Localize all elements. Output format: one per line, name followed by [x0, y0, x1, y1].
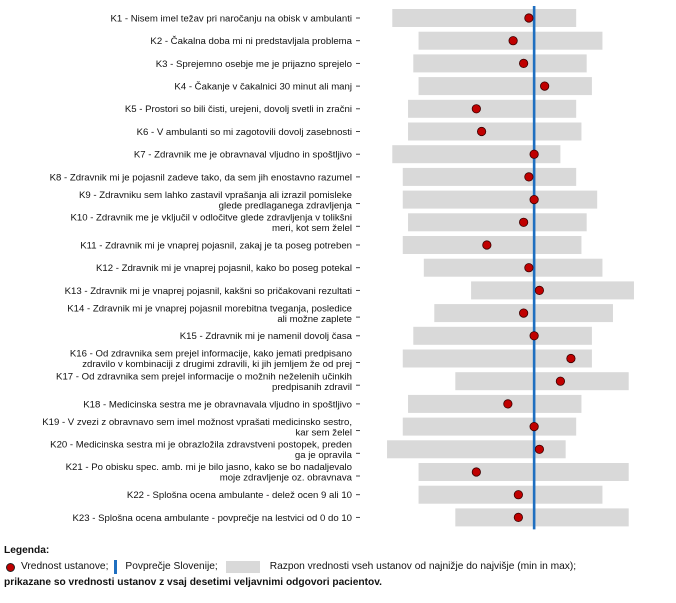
- range-bar: [408, 213, 587, 231]
- institution-value-dot: [540, 82, 548, 90]
- range-bar: [471, 281, 634, 299]
- institution-value-dot: [519, 309, 527, 317]
- legend-note: prikazane so vrednosti ustanov z vsaj desetimi veljavnimi odgovori pacientov.: [4, 577, 382, 588]
- range-bar: [403, 418, 576, 436]
- institution-value-dot: [519, 218, 527, 226]
- institution-value-dot: [472, 468, 480, 476]
- y-tick-label: K16 - Od zdravnika sem prejel informacije, kako jemati predpisano: [69, 348, 352, 360]
- range-bar: [392, 9, 576, 27]
- y-tick-label: K8 - Zdravnik mi je pojasnil zadeve tako, da sem jih enostavno razumel: [49, 172, 352, 184]
- y-tick-label: K6 - V ambulanti so mi zagotovili dovolj zasebnosti: [136, 126, 352, 138]
- y-tick-label: K3 - Sprejemno osebje me je prijazno sprejelo: [155, 58, 352, 70]
- y-tick-label: moje zdravljenje oz. obravnava: [219, 472, 352, 484]
- y-tick-label: predpisanih zdravil: [272, 381, 352, 393]
- y-tick-label: K17 - Od zdravnika sem prejel informacije o možnih neželenih učinkih: [56, 371, 352, 383]
- range-bar: [403, 350, 592, 368]
- institution-value-dot: [514, 513, 522, 521]
- institution-value-dot: [509, 37, 517, 45]
- y-tick-label: K9 - Zdravniku sem lahko zastavil vprašanja ali izrazil pomisleke: [79, 189, 352, 201]
- institution-value-dot: [514, 491, 522, 499]
- y-tick-label: ga je opravila: [294, 449, 352, 461]
- institution-value-dot: [525, 14, 533, 22]
- range-bar: [403, 191, 597, 209]
- y-tick-label: K15 - Zdravnik mi je namenil dovolj časa: [179, 331, 352, 343]
- institution-value-dot: [535, 286, 543, 294]
- y-tick-label: K23 - Splošna ocena ambulante - povprečje na lestvici od 0 do 10: [72, 512, 352, 524]
- y-tick-label: ali možne zaplete: [277, 313, 352, 325]
- y-tick-label: K12 - Zdravnik mi je vnaprej pojasnil, kako bo poseg potekal: [96, 263, 352, 275]
- institution-value-dot: [530, 195, 538, 203]
- range-bar: [403, 236, 582, 254]
- range-bar: [403, 168, 576, 186]
- y-tick-label: K4 - Čakanje v čakalnici 30 minut ali manj: [174, 81, 352, 93]
- institution-value-dot: [530, 332, 538, 340]
- institution-value-dot: [556, 377, 564, 385]
- legend-dot-swatch: [6, 563, 15, 572]
- y-tick-label: kar sem želel: [295, 427, 352, 439]
- range-bar: [413, 54, 586, 72]
- y-tick-label: K11 - Zdravnik mi je vnaprej pojasnil, zakaj je ta poseg potreben: [80, 240, 352, 252]
- y-tick-label: K22 - Splošna ocena ambulante - delež ocen 9 ali 10: [126, 490, 352, 502]
- legend-line-swatch: [114, 560, 117, 574]
- y-tick-label: K19 - V zvezi z obravnavo sem imel možnost vprašati medicinsko sestro,: [42, 416, 352, 428]
- legend-line-label: Povprečje Slovenije;: [125, 561, 218, 572]
- range-bar: [455, 372, 628, 390]
- institution-value-dot: [472, 105, 480, 113]
- range-bar: [424, 259, 603, 277]
- legend-dot-label: Vrednost ustanove;: [21, 561, 109, 572]
- range-bar: [413, 327, 592, 345]
- legend-row: [4, 559, 672, 575]
- y-tick-label: zdravilo v kombinaciji z drugimi zdravili, ki jih jemljem že od prej: [82, 359, 352, 371]
- legend: [4, 543, 672, 591]
- institution-value-dot: [519, 59, 527, 67]
- institution-value-dot: [504, 400, 512, 408]
- institution-value-dot: [530, 422, 538, 430]
- institution-value-dot: [567, 354, 575, 362]
- y-tick-label: K18 - Medicinska sestra me je obravnavala vljudno in spoštljivo: [83, 399, 352, 411]
- range-bar: [408, 123, 581, 141]
- institution-value-dot: [535, 445, 543, 453]
- range-bar: [419, 463, 629, 481]
- y-tick-label: glede predlaganega zdravljenja: [218, 200, 352, 212]
- y-tick-label: K7 - Zdravnik me je obravnaval vljudno in spoštljivo: [133, 149, 352, 161]
- institution-value-dot: [525, 264, 533, 272]
- legend-range-label: Razpon vrednosti vseh ustanov od najnižje do najvišje (min in max);: [269, 561, 577, 572]
- legend-title: Legenda:: [4, 545, 50, 556]
- y-tick-label: K21 - Po obisku spec. amb. mi je bilo jasno, kako se bo nadaljevalo: [65, 462, 352, 474]
- y-tick-label: K2 - Čakalna doba mi ni predstavljala problema: [150, 36, 352, 48]
- y-tick-label: K5 - Prostori so bili čisti, urejeni, dovolj svetli in zračni: [124, 104, 352, 116]
- y-tick-label: K20 - Medicinska sestra mi je obrazložila zdravstveni postopek, preden: [50, 439, 352, 451]
- y-tick-label: K10 - Zdravnik me je vključil v odločitve glede zdravljenja v tolikšni: [70, 212, 352, 224]
- institution-value-dot: [530, 150, 538, 158]
- institution-value-dot: [477, 127, 485, 135]
- institution-value-dot: [483, 241, 491, 249]
- range-bar: [419, 486, 603, 504]
- range-bar: [455, 508, 628, 526]
- y-tick-label: K14 - Zdravnik mi je vnaprej pojasnil morebitna tveganja, posledice: [67, 303, 352, 315]
- legend-range-swatch: [226, 561, 260, 573]
- institution-value-dot: [525, 173, 533, 181]
- range-bar: [408, 100, 576, 118]
- y-tick-label: meri, kot sem želel: [272, 222, 352, 234]
- range-bar: [408, 395, 581, 413]
- y-tick-label: K1 - Nisem imel težav pri naročanju na obisk v ambulanti: [110, 13, 352, 25]
- y-tick-label: K13 - Zdravnik mi je vnaprej pojasnil, kakšni so pričakovani rezultati: [64, 285, 352, 297]
- range-bar: [419, 77, 592, 95]
